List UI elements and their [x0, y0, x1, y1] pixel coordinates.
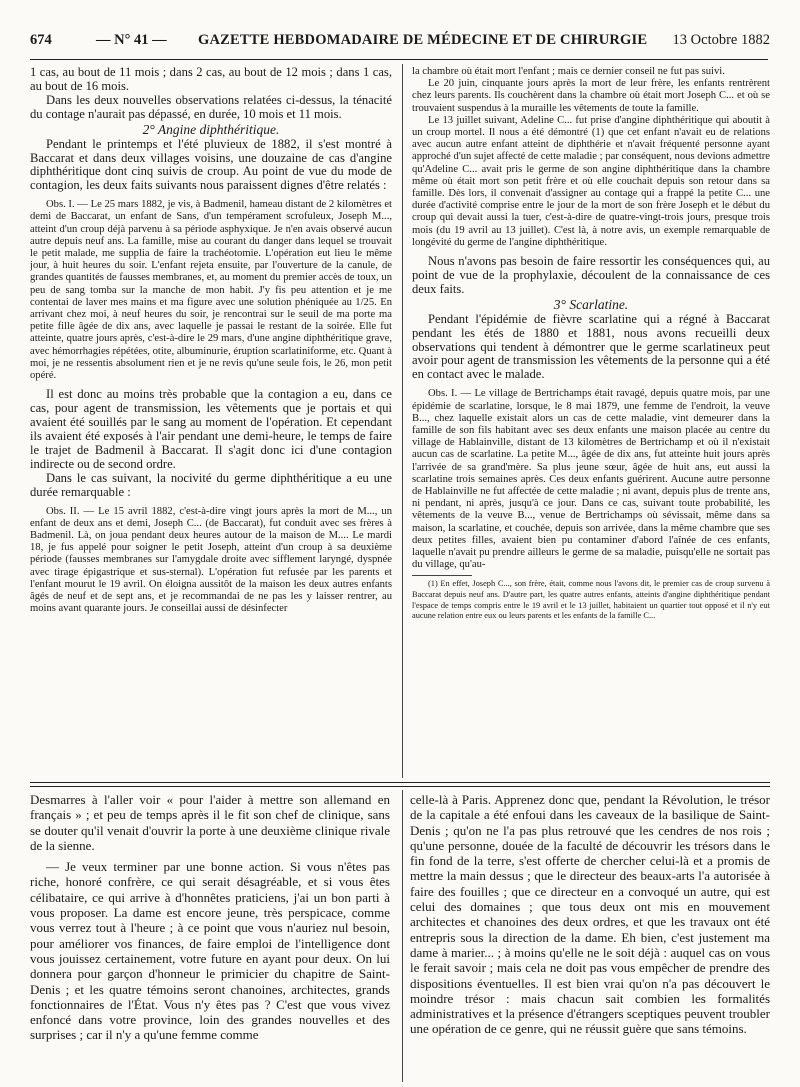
footnote: (1) En effet, Joseph C..., son frère, était, comme nous l'avons dit, le premier cas de croup survenu à Baccarat depuis neuf ans. D'autre part, les quatre autres enfants, atteints d'angine diphthéritique pendant l'espace de temps compris entre le 19 avril et le 13 juillet, habitaient un quartier tout opposé et il n'y eut aucune relation entre eux ou leurs parents et les enfants de la famille C... [412, 579, 770, 621]
left-column [30, 66, 392, 778]
bottom-right-column [410, 792, 770, 1082]
paragraph: Le 20 juin, cinquante jours après la mort de leur frère, les enfants rentrèrent chez leurs parents. Ils couchèrent dans la chambre où était mort Joseph C... et où se trouvaient suspendus à la muraille les vêtements de toute la famille. [412, 78, 770, 114]
observation-text: Obs. I. — Le village de Bertrichamps était ravagé, depuis quatre mois, par une épidémie de scarlatine, lorsque, le 8 mai 1879, une femme de l'endroit, la veuve B..., chez laquelle existait alors un cas de cette maladie, vint demeurer dans la famille de son fils habitant avec ses deux enfants une maison placée au centre du village de Hablainville, distant de 13 kilomètres de Bertrichamp et où il n'existait aucun cas de scarlatine. La petite M..., âgée de dix ans, fut atteinte huit jours après l'arrivée de sa grand'mère. Sa plus jeune sœur, âgée de huit ans, eut aussi la scarlatine trois semaines après. Ces deux enfants guérirent. Aucune autre personne de Hablainville ne fut affectée de cette maladie ; ni avant, depuis plus de trente ans, ni pendant, ni après, jusqu'à ce jour. Dans ce cas, suivant toute probabilité, les vêtements de la veuve B..., venue de Bertrichamps où sévissait, même dans sa maison, la scarlatine, et couchée, depuis son arrivée, dans la même chambre que ses deux petites filles, avaient bien pu contaminer d'abord l'aînée de ces enfants, laquelle n'avait pu prendre ailleurs le germe de sa maladie, puisqu'elle ne sortait pas du village, qu'au- [412, 388, 770, 571]
footnote-rule [412, 575, 472, 576]
section-divider [30, 782, 770, 783]
header-rule [30, 59, 768, 60]
paragraph: Dans les deux nouvelles observations relatées ci-dessus, la ténacité du contage n'aurait pas dépassé, en durée, 10 mois et 11 mois. [30, 92, 392, 121]
section-divider [30, 786, 770, 787]
paragraph: Desmarres à l'aller voir « pour l'aider à mettre son allemand en français » ; et peu de temps après il le fit son chef de clinique, sans se douter qu'il venait d'ouvrir la porte à une deuxième clinique rivale de la sienne. [30, 792, 390, 853]
paragraph: Dans le cas suivant, la nocivité du germe diphthéritique a eu une durée remarquable : [30, 470, 392, 499]
column-divider [402, 790, 403, 1082]
paragraph: — Je veux terminer par une bonne action. Si vous n'êtes pas riche, honoré confrère, ce qui serait désagréable, et si vous êtes célibataire, ce qui arrive à d'honnêtes praticiens, j'ai un bon parti à vous proposer. La dame est encore jeune, très perspicace, comme vous verrez tout à l'heure ; à ce point que vous n'auriez nul besoin, pour améliorer vos finances, de faire emploi de l'intelligence dont vous jouissez certainement, votre future en ayant pour deux. On lui donnera pour garçon d'honneur le primicier du chapitre de Saint-Denis ; et les quatre témoins seront chanoines, architectes, grands fonctionnaires de l'État. Vous n'y êtes pas ? C'est que vous vivez enfoncé dans votre province, loin des grandes nouvelles et des surprises ; car il n'y a qu'une femme comme [30, 859, 390, 1043]
column-divider [402, 64, 403, 778]
observation-text: Obs. II. — Le 15 avril 1882, c'est-à-dire vingt jours après la mort de M..., un enfant de deux ans et demi, Joseph C... (de Baccarat), fut conduit avec ses frères à Badmenil. Là, on joua pendant deux heures autour de la maison de M.... Le mardi 18, je fus appelé pour soigner le petit Joseph, atteint d'un croup à sa deuxième période (fausses membranes sur l'amygdale droite avec sifflement laryngé, dyspnée avec tirage épigastrique et sus-sternal). L'opération fut refusée par les parents et l'enfant mourut le 19 avril. On éloigna aussitôt de la maison les deux autres enfants âgés de neuf et de sept ans, et je recommandai de ne pas les y laisser rentrer, au moins avant quarante jours. Je conseillai aussi de désinfecter [30, 505, 392, 615]
paragraph: 1 cas, au bout de 11 mois ; dans 2 cas, au bout de 12 mois ; dans 1 cas, au bout de 16 mois. [30, 66, 392, 93]
page-number: 674 [30, 32, 52, 48]
bottom-left-column [30, 792, 390, 1082]
paragraph: Nous n'avons pas besoin de faire ressortir les conséquences qui, au point de vue de la prophylaxie, découlent de la connaissance de ces deux faits. [412, 254, 770, 296]
observation-text: Obs. I. — Le 25 mars 1882, je vis, à Badmenil, hameau distant de 2 kilomètres et demi de Baccarat, un enfant de Sans, d'un tempérament scrofuleux, Joseph M..., atteint d'un croup déjà parvenu à sa période asphyxique. Je n'en avais observé aucun autre depuis neuf ans. La famille, mise au courant du danger dans lequel se trouvait le petit malade, me supplia de faire la trachéotomie. L'opération eut lieu le même jour, à huit heures du soir. L'enfant rejeta ensuite, par l'ouverture de la canule, de grandes quantités de fausses membranes, et, au moment du premier accès de toux, un peu de sang tomba sur la manche de mon habit. J'y fis peu attention et je me contentai de laver mes mains et ma figure avec une solution phéniquée au 1/25. En arrivant chez moi, à neuf heures du soir, je rencontrai sur le seuil de ma porte ma petite fille âgée de dix ans, avec laquelle je passai le restant de la soirée. Elle fut atteinte, quatre jours après, c'est-à-dire le 29 mars, d'une angine diphthéritique grave, avec hémorrhagies répétées, otite, albuminurie, éruption scarlatiniforme, etc. Quant à moi, je ne ressentis absolument rien et je ne revis qu'une seule fois, le 26, mon petit opéré. [30, 199, 392, 382]
paragraph: Pendant le printemps et l'été pluvieux de 1882, il s'est montré à Baccarat et dans deux villages voisins, une douzaine de cas d'angine diphthéritique dont cinq suivis de croup. Au point de vue du mode de contagion, les deux faits suivants nous paraissent dignes d'être relatés : [30, 136, 392, 193]
paragraph: celle-là à Paris. Apprenez donc que, pendant la Révolution, le trésor de la capitale a été enfoui dans les caveaux de la basilique de Saint-Denis ; qu'on ne l'a pas plus retrouvé que les cendres de nos rois ; qu'une personne, douée de la faculté de découvrir les trésors dans le fin fond de la terre, s'est offerte de chercher celui-là et a promis de mettre la main dessus ; que le directeur des beaux-arts l'a autorisée à faire des fouilles ; que ce directeur en a convoqué un autre, qui est celui des domaines ; que tous deux ont mis en mouvement architectes et chanoines des deux ordres, et que les travaux ont été entrepris sous la direction de la dame. Eh bien, c'est justement ma dame à marier... ; à moins qu'elle ne le soit déjà : auquel cas on vous le ferait savoir ; mais cela ne doit pas vous empêcher de prendre des dispositions éventuelles. Il est bien vrai qu'on n'a pas découvert le moindre trésor : mais chacun sait combien les formalités administratives et la présence d'étrangers sceptiques peuvent troubler une opération de ce genre, qui ne réussit guère que sans témoins. [410, 792, 770, 1037]
right-column [412, 66, 770, 778]
issue-date: 13 Octobre 1882 [672, 32, 770, 48]
section-heading-scarlatine: 3° Scarlatine. [553, 296, 629, 312]
paragraph: Il est donc au moins très probable que la contagion a eu, dans ce cas, pour agent de transmission, les vêtements que je portais et qui avaient été souillés par le sang au moment de l'opération. Et cependant ils avaient été exposés à l'air pendant une demi-heure, le temps de faire le trajet de Badmenil à Baccarat. Il s'agit donc ici d'une contagion indirecte ou de second ordre. [30, 387, 392, 471]
page-header [30, 32, 770, 52]
issue-number: — N° 41 — [96, 32, 167, 48]
section-heading-angine: 2° Angine diphthéritique. [142, 121, 280, 137]
paragraph: la chambre où était mort l'enfant ; mais ce dernier conseil ne fut pas suivi. [412, 66, 725, 77]
paragraph: Le 13 juillet suivant, Adeline C... fut prise d'angine diphthéritique qui aboutit à un croup mortel. Il nous a été démontré (1) que cet enfant n'avait eu de relations avec aucun autre enfant atteint de diphthérie et n'avait fréquenté personne ayant approché d'un sujet affecté de cette maladie ; par conséquent, nous devions admettre qu'Adeline C... avait pris le germe de son angine diphthéritique dans la chambre même où était mort son petit frère et où elle couchait depuis son retour dans sa famille. Dès lors, il convenait d'assigner au contage qui a frappé la petite C... une durée d'activité comprise entre le jour de la mort de son frère Joseph et le début du croup qui devait aussi la tuer, c'est-à-dire de quatre-vingt-trois jours, presque trois mois (du 19 avril au 13 juillet). C'est là, à notre avis, un exemple remarquable de longévité du germe de l'angine diphthéritique. [412, 114, 770, 248]
journal-title: GAZETTE HEBDOMADAIRE DE MÉDECINE ET DE CHIRURGIE [198, 32, 648, 48]
paragraph: Pendant l'épidémie de fièvre scarlatine qui a régné à Baccarat pendant les étés de 1880 et 1881, nous avons recueilli deux observations qui tendent à démontrer que le germe scarlatineux peut avoir pour agent de transmission les vêtements de la personne qui a été en contact avec le malade. [412, 311, 770, 382]
